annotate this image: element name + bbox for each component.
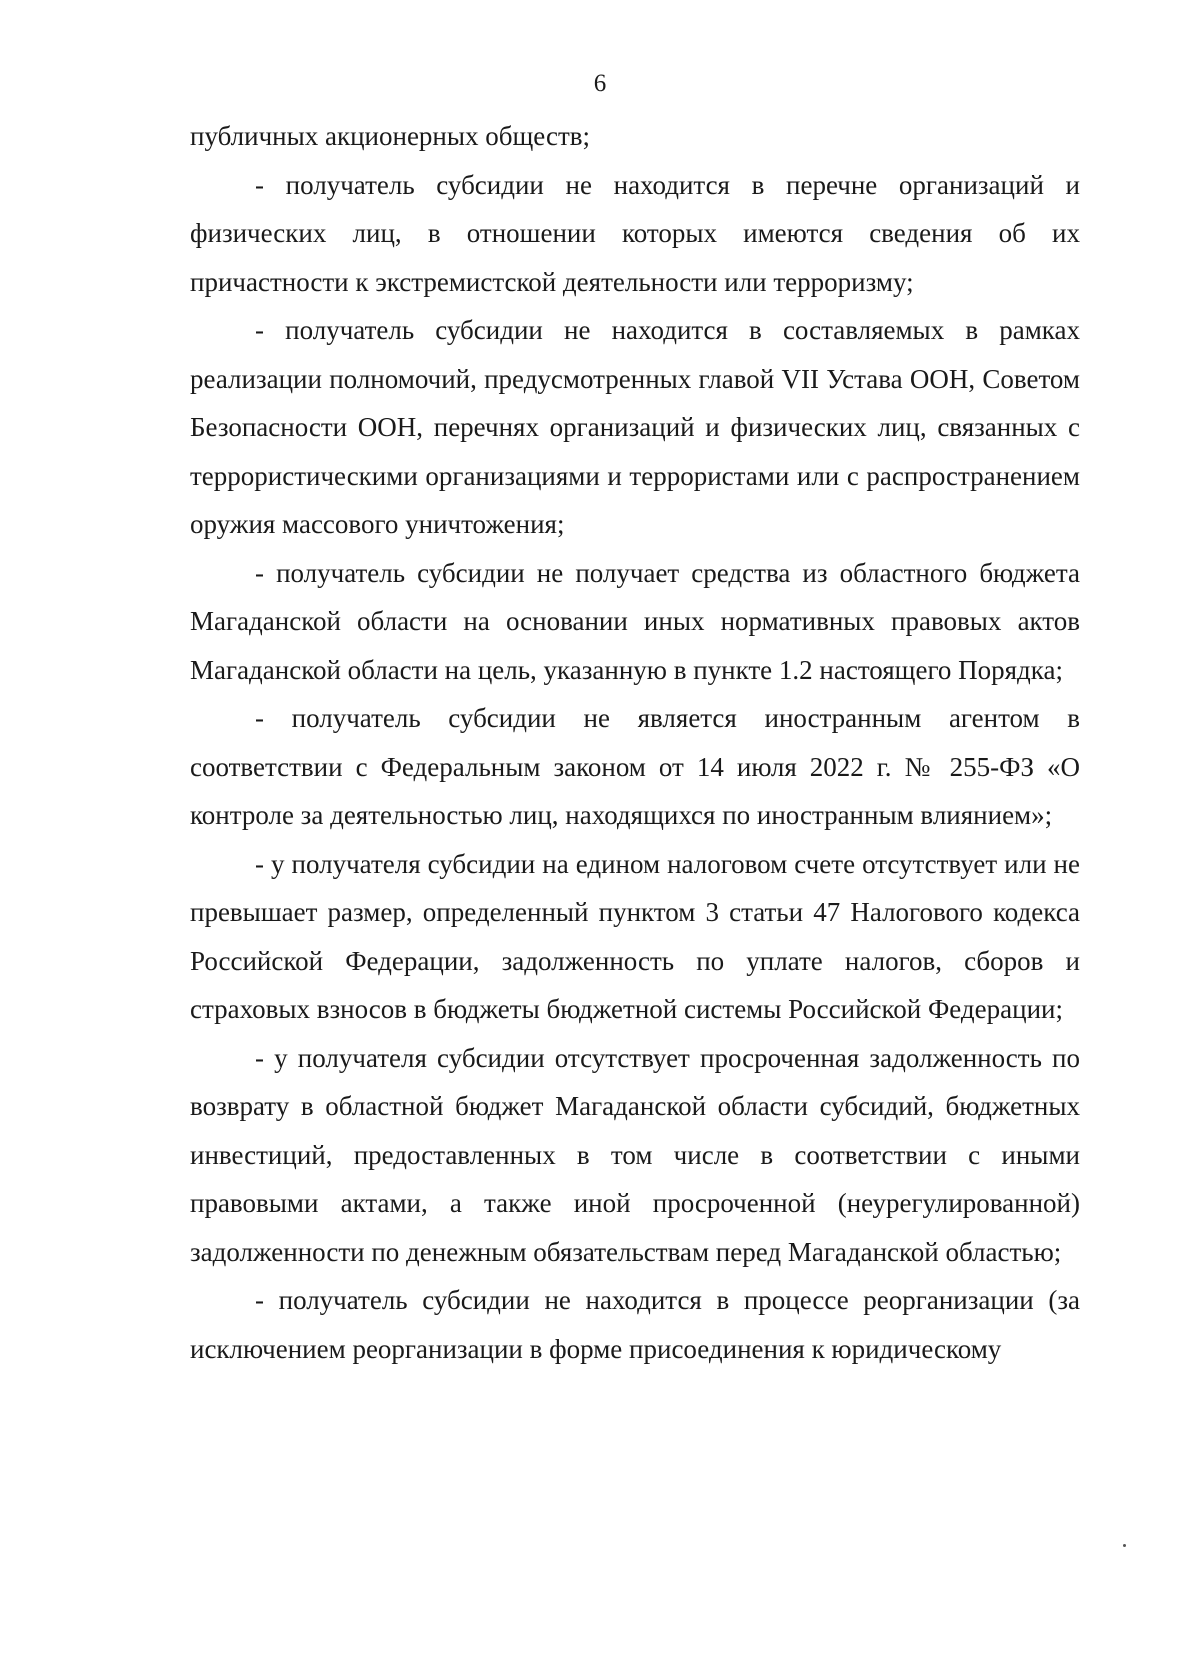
- paragraph-continuation: публичных акционерных обществ;: [190, 121, 590, 151]
- page-number: 6: [593, 70, 607, 97]
- paragraph-overdue-debt: - у получателя субсидии отсутствует просроченная задолженность по возврату в областной бюджет Магаданской области субсидий, бюджетных инвестиций, предоставленных в том числе в соответствии с иными правовыми актами, а также иной просроченной (неурегулированной) задолженности по денежным обязательствам перед Магаданской областью;: [190, 1042, 1080, 1267]
- paragraph-reorganization: - получатель субсидии не находится в процессе реорганизации (за исключением реорганизации в форме присоединения к юридическому: [190, 1285, 1080, 1364]
- document-body: [190, 112, 1080, 1373]
- scan-speck: [1123, 1544, 1126, 1547]
- paragraph-tax-debt: - у получателя субсидии на едином налоговом счете отсутствует или не превышает размер, определенный пунктом 3 статьи 47 Налогового кодекса Российской Федерации, задолженность по уплате налогов, сборов и страховых взносов в бюджеты бюджетной системы Российской Федерации;: [190, 848, 1080, 1024]
- paragraph-un-lists: - получатель субсидии не находится в составляемых в рамках реализации полномочий, предусмотренных главой VII Устава ООН, Советом Безопасности ООН, перечнях организаций и физических лиц, связанных с террористическими организациями и террористами или с распространением оружия массового уничтожения;: [190, 315, 1080, 539]
- paragraph-extremism-list: - получатель субсидии не находится в перечне организаций и физических лиц, в отношении которых имеются сведения об их причастности к экстремистской деятельности или терроризму;: [190, 169, 1080, 297]
- paragraph-foreign-agent: - получатель субсидии не является иностранным агентом в соответствии с Федеральным законом от 14 июля 2022 г. № 255-ФЗ «О контроле за деятельностью лиц, находящихся по иностранным влиянием»;: [190, 703, 1080, 830]
- paragraph-other-funding: - получатель субсидии не получает средства из областного бюджета Магаданской области на основании иных нормативных правовых актов Магаданской области на цель, указанную в пункте 1.2 настоящего Порядка;: [190, 557, 1080, 685]
